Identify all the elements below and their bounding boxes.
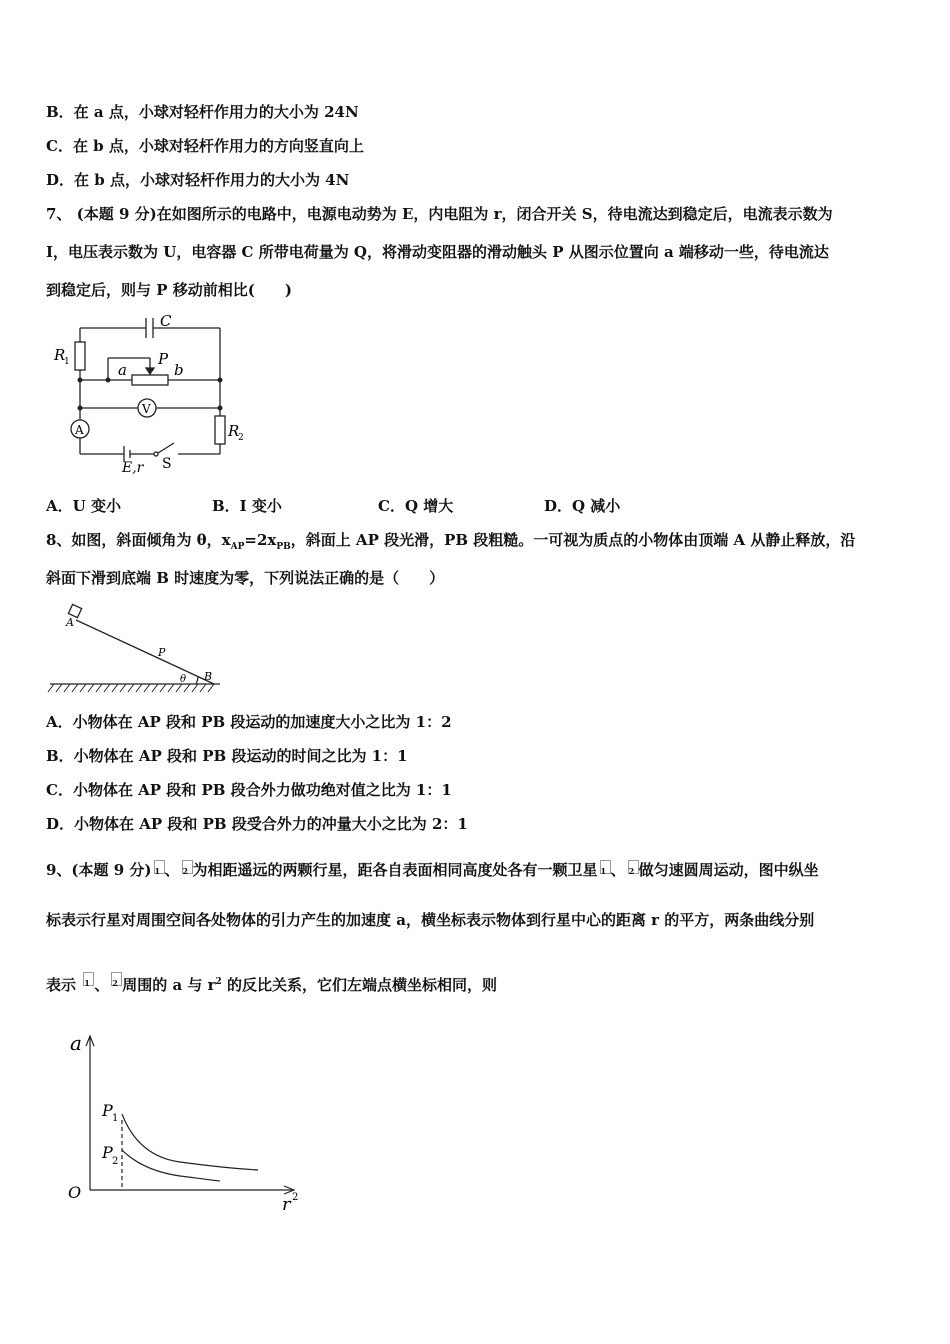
q8-option-b: B．小物体在 AP 段和 PB 段运动的时间之比为 1：1 [46,747,408,765]
q8-label-b: B [204,670,213,683]
q9-origin-label: O [68,1183,82,1202]
q8-option-d: D．小物体在 AP 段和 PB 段受合外力的冲量大小之比为 2：1 [46,815,468,833]
q8-option-c: C．小物体在 AP 段和 PB 段合外力做功绝对值之比为 1：1 [46,781,452,799]
q7-stem-line2: I，电压表示数为 U，电容器 C 所带电荷量为 Q，将滑动变阻器的滑动触头 P 从图示位置向 a 端移动一些，待电流达 [46,243,829,261]
q9-stem-part4: 表示 [46,976,82,994]
q7-option-b: B．I 变小 [212,497,282,515]
q9-sep: 、 [94,976,110,994]
q8-label-p: P [158,646,166,659]
q6-option-c: C．在 b 点，小球对轻杆作用力的方向竖直向上 [46,137,364,155]
q9-graph [60,1028,310,1218]
q8-sub-ap: AP [230,542,245,552]
q9-label-p2: P [102,1143,113,1162]
q9-superscript: 2 [215,977,222,987]
q9-axis-label-r: r [282,1194,291,1215]
q9-stem-part1: 9、(本题 9 分) [46,861,152,879]
q9-label-p1: P [102,1101,113,1120]
q9-axis-label-r-sup: 2 [292,1192,299,1203]
q8-ground-hatching [48,684,214,692]
q7-ammeter-label: A [75,423,84,437]
q7-voltmeter-label: V [142,402,151,416]
q8-stem-eq: =2x [244,531,277,549]
q7-label-s: S [162,456,172,472]
q7-circuit-diagram [50,312,260,474]
q8-option-a: A．小物体在 AP 段和 PB 段运动的加速度大小之比为 1：2 [46,713,452,731]
q7-label-a: a [118,361,127,379]
q7-label-c: C [160,312,172,330]
missing-glyph-icon: 2 [111,972,122,986]
q7-option-c: C．Q 增大 [378,497,454,515]
missing-glyph-icon: 2 [182,860,193,874]
q9-label-p1-sub: 1 [112,1113,119,1124]
q7-label-b: b [174,361,184,379]
missing-glyph-icon: 1 [83,972,94,986]
q8-stem-part1: 8、如图，斜面倾角为 θ，x [46,531,231,549]
q9-stem-line1 [46,860,819,880]
q9-sep: 、 [164,861,180,879]
missing-glyph-icon: 1 [154,860,165,874]
q7-stem-line3: 到稳定后，则与 P 移动前相比( ) [46,281,292,299]
q9-stem-line2: 标表示行星对周围空间各处物体的引力产生的加速度 a，横坐标表示物体到行星中心的距离 r 的平方，两条曲线分别 [46,911,815,929]
q9-axis-label-a: a [70,1031,82,1055]
q9-stem-line3 [46,972,497,995]
q7-option-a: A．U 变小 [46,497,121,515]
q9-stem-part2: 为相距遥远的两颗行星，距各自表面相同高度处各有一颗卫星 [192,861,598,879]
q7-label-r1: R [54,346,66,364]
q7-stem-line1: 7、 (本题 9 分)在如图所示的电路中，电源电动势为 E，内电阻为 r，闭合开关 S，待电流达到稳定后，电流表示数为 [46,205,833,223]
q8-stem-line1 [46,530,855,557]
q7-label-r2: R [228,422,240,440]
q9-stem-part3: 做匀速圆周运动，图中纵坐 [638,861,819,879]
q9-stem-part5: 周围的 a 与 r [122,976,216,994]
q8-label-theta: θ [180,674,187,685]
q9-sep: 、 [610,861,626,879]
q7-label-r2-sub: 2 [238,433,244,443]
q6-option-d: D．在 b 点，小球对轻杆作用力的大小为 4N [46,171,350,189]
q7-option-d: D．Q 减小 [544,497,621,515]
q8-stem-line2: 斜面下滑到底端 B 时速度为零，下列说法正确的是（ ） [46,569,445,587]
q7-options [46,496,620,516]
q9-label-p2-sub: 2 [112,1156,119,1167]
q7-label-er: E,r [122,460,144,474]
q9-stem-part6: 的反比关系，它们左端点横坐标相同，则 [221,976,498,994]
q8-stem-part2: ，斜面上 AP 段光滑，PB 段粗糙。一可视为质点的小物体由顶端 A 从静止释放，沿 [290,531,856,549]
q7-label-r1-sub: 1 [64,357,70,367]
q6-option-b: B．在 a 点，小球对轻杆作用力的大小为 24N [46,103,359,121]
q8-sub-pb: PB [276,542,291,552]
missing-glyph-icon: 2 [628,860,639,874]
q8-label-a: A [66,616,74,629]
q8-incline-diagram [46,598,226,696]
missing-glyph-icon: 1 [600,860,611,874]
q7-label-p: P [158,350,169,368]
